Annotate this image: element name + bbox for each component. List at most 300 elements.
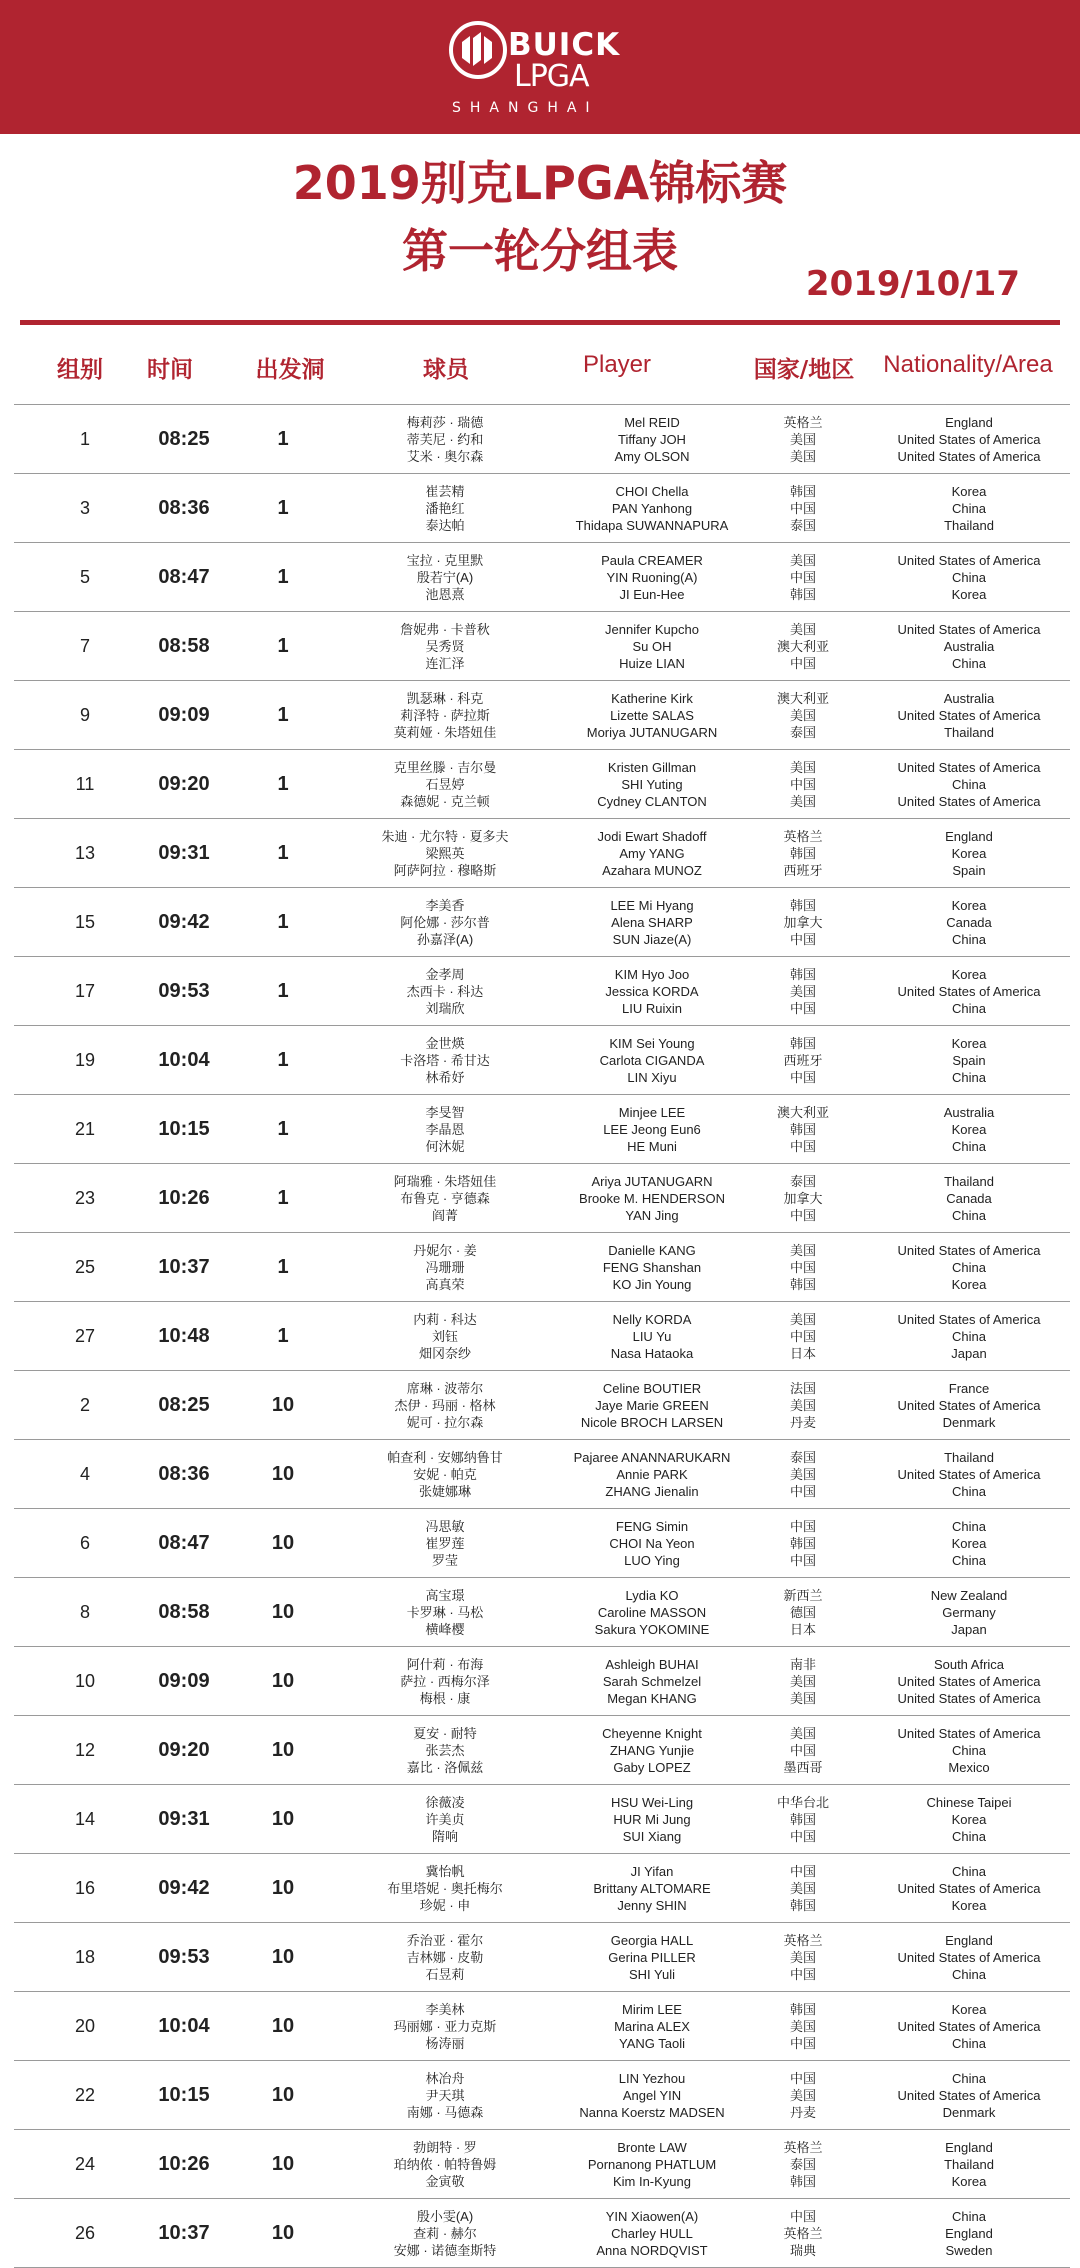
players-en [534, 1716, 770, 1784]
country-cn: 墨西哥 [783, 1759, 823, 1775]
nationalities [850, 1026, 1080, 1094]
player-name-en: LIN Yezhou [618, 2070, 686, 2086]
nationality: England [945, 1932, 993, 1948]
group-number: 11 [75, 773, 95, 794]
start-hole: 1 [277, 634, 289, 657]
nationality: China [952, 1552, 986, 1568]
player-name-en: Amy YANG [619, 845, 685, 861]
country-cn: 中国 [789, 1966, 816, 1982]
nationality: Sweden [945, 2242, 993, 2258]
players-en [534, 612, 770, 680]
country-cn: 中国 [789, 2035, 816, 2051]
player-name-cn: 夏安 · 耐特 [413, 1725, 477, 1741]
table-row [14, 1715, 1070, 1784]
player-name-cn: 连汇泽 [425, 655, 465, 671]
start-hole: 10 [271, 2083, 295, 2106]
country-cn: 中国 [789, 2070, 816, 2086]
player-name-en: Angel YIN [622, 2087, 682, 2103]
players-cn [320, 612, 570, 680]
player-name-cn: 珍妮 · 申 [419, 1897, 471, 1913]
nationality: United States of America [897, 2018, 1041, 2034]
player-name-en: Celine BOUTIER [602, 1380, 702, 1396]
countries-cn [738, 405, 868, 473]
players-cn [320, 1371, 570, 1439]
group-number: 16 [74, 1877, 96, 1898]
player-name-en: Jessica KORDA [605, 983, 699, 999]
country-cn: 美国 [789, 1690, 816, 1706]
players-cn [320, 2199, 570, 2267]
nationalities [850, 1233, 1080, 1301]
country-cn: 中国 [789, 1863, 816, 1879]
start-hole: 10 [271, 2221, 295, 2244]
player-name-cn: 高真荣 [425, 1276, 465, 1292]
players-cn [320, 1578, 570, 1646]
nationalities [850, 681, 1080, 749]
nationalities [850, 1302, 1080, 1370]
players-en [534, 1095, 770, 1163]
player-name-cn: 杨涛丽 [425, 2035, 465, 2051]
players-en [534, 1785, 770, 1853]
start-hole: 10 [271, 1669, 295, 1692]
nationality: Chinese Taipei [926, 1794, 1012, 1810]
players-en [534, 1371, 770, 1439]
country-cn: 中华台北 [776, 1794, 829, 1810]
country-cn: 中国 [789, 2208, 816, 2224]
nationality: Korea [951, 1276, 987, 1292]
player-name-en: HE Muni [627, 1138, 677, 1154]
country-cn: 英格兰 [783, 2225, 823, 2241]
players-cn [320, 1233, 570, 1301]
nationality: China [952, 2035, 986, 2051]
table-row [14, 956, 1070, 1025]
player-name-cn: 阿瑞雅 · 朱塔妞佳 [393, 1173, 497, 1189]
country-cn: 英格兰 [783, 414, 823, 430]
page-subtitle: 第一轮分组表 [402, 224, 678, 278]
nationality: United States of America [897, 2087, 1041, 2103]
player-name-en: Mirim LEE [622, 2001, 682, 2017]
player-name-en: Huize LIAN [619, 655, 685, 671]
players-cn [320, 1302, 570, 1370]
player-name-en: ZHANG Jienalin [605, 1483, 699, 1499]
player-name-cn: 莉泽特 · 萨拉斯 [400, 707, 490, 723]
tee-time: 10:04 [158, 1048, 210, 1071]
player-name-en: KIM Hyo Joo [614, 966, 690, 982]
player-name-cn: 潘艳红 [425, 500, 465, 516]
player-name-cn: 詹妮弗 · 卡普秋 [400, 621, 490, 637]
country-cn: 美国 [789, 431, 816, 447]
nationalities [850, 1785, 1080, 1853]
nationality: Korea [951, 1811, 987, 1827]
countries-cn [738, 888, 868, 956]
player-name-cn: 朱迪 · 尤尔特 · 夏多夫 [381, 828, 509, 844]
player-name-cn: 梅莉莎 · 瑞德 [406, 414, 484, 430]
start-hole: 10 [271, 1945, 295, 1968]
group-number: 12 [74, 1739, 96, 1760]
player-name-cn: 吉林娜 · 皮勒 [406, 1949, 484, 1965]
countries-cn [738, 1854, 868, 1922]
country-cn: 中国 [789, 500, 816, 516]
table-row [14, 749, 1070, 818]
player-name-cn: 孙嘉泽(A) [416, 931, 474, 947]
country-cn: 中国 [789, 1069, 816, 1085]
country-cn: 美国 [789, 793, 816, 809]
players-en [534, 1923, 770, 1991]
header-hole: 出发洞 [255, 357, 325, 383]
player-name-cn: 金孝周 [425, 966, 465, 982]
players-en [534, 1164, 770, 1232]
table-row [14, 1646, 1070, 1715]
country-cn: 韩国 [789, 1811, 816, 1827]
player-name-en: Georgia HALL [610, 1932, 694, 1948]
players-cn [320, 1716, 570, 1784]
nationality: Korea [951, 1035, 987, 1051]
player-name-cn: 帕查利 · 安娜纳鲁甘 [387, 1449, 503, 1465]
player-name-cn: 石昱莉 [425, 1966, 465, 1982]
player-name-cn: 高宝璟 [425, 1587, 465, 1603]
group-number: 6 [79, 1532, 90, 1553]
player-name-cn: 布鲁克 · 亨德森 [400, 1190, 490, 1206]
country-cn: 日本 [789, 1345, 816, 1361]
nationality: Thailand [944, 724, 994, 740]
player-name-cn: 徐薇凌 [425, 1794, 465, 1810]
player-name-en: Caroline MASSON [597, 1604, 707, 1620]
country-cn: 韩国 [789, 2001, 816, 2017]
player-name-cn: 尹天琪 [425, 2087, 465, 2103]
countries-cn [738, 2061, 868, 2129]
tee-time: 09:53 [158, 1945, 210, 1968]
player-name-en: KO Jin Young [612, 1276, 692, 1292]
group-number: 14 [74, 1808, 96, 1829]
nationality: Germany [942, 1604, 996, 1620]
player-name-en: YAN Jing [625, 1207, 679, 1223]
country-cn: 德国 [789, 1604, 816, 1620]
tee-time: 10:26 [158, 2152, 210, 2175]
players-en [534, 957, 770, 1025]
nationality: Korea [951, 483, 987, 499]
country-cn: 韩国 [789, 1035, 816, 1051]
table-header [0, 345, 1080, 389]
country-cn: 泰国 [789, 1173, 816, 1189]
players-en [534, 2130, 770, 2198]
start-hole: 10 [271, 1393, 295, 1416]
tee-time: 10:26 [158, 1186, 210, 1209]
nationality: Korea [951, 2001, 987, 2017]
player-name-en: YIN Xiaowen(A) [605, 2208, 699, 2224]
country-cn: 中国 [789, 1742, 816, 1758]
nationalities [850, 2199, 1080, 2267]
nationalities [850, 819, 1080, 887]
tee-time: 09:20 [158, 1738, 210, 1761]
start-hole: 1 [277, 910, 289, 933]
header-player-cn: 球员 [423, 357, 469, 383]
nationality: United States of America [897, 1725, 1041, 1741]
player-name-en: FENG Simin [615, 1518, 689, 1534]
table-row [14, 1163, 1070, 1232]
player-name-cn: 冯珊珊 [425, 1259, 465, 1275]
players-cn [320, 2061, 570, 2129]
player-name-cn: 蒂芙尼 · 约和 [406, 431, 484, 447]
nationality: South Africa [933, 1656, 1005, 1672]
group-number: 1 [79, 428, 90, 449]
player-name-en: Charley HULL [611, 2225, 693, 2241]
player-name-cn: 许美贞 [425, 1811, 465, 1827]
start-hole: 1 [277, 427, 289, 450]
tee-time: 09:31 [158, 1807, 210, 1830]
countries-cn [738, 1440, 868, 1508]
player-name-cn: 玛丽娜 · 亚力克斯 [393, 2018, 497, 2034]
nationality: Korea [951, 1897, 987, 1913]
country-cn: 泰国 [789, 517, 816, 533]
player-name-cn: 畑冈奈纱 [418, 1345, 471, 1361]
players-cn [320, 1509, 570, 1577]
nationality: United States of America [897, 983, 1041, 999]
header-player-en: Player [582, 351, 652, 378]
nationality: Australia [943, 690, 995, 706]
table-row [14, 1922, 1070, 1991]
nationality: United States of America [897, 1397, 1041, 1413]
group-number: 17 [74, 980, 96, 1001]
players-en [534, 1302, 770, 1370]
player-name-en: YIN Ruoning(A) [606, 569, 698, 585]
table-row [14, 473, 1070, 542]
tee-time: 09:09 [158, 1669, 210, 1692]
players-cn [320, 543, 570, 611]
player-name-cn: 殷小雯(A) [416, 2208, 474, 2224]
group-number: 19 [74, 1049, 96, 1070]
country-cn: 美国 [789, 1673, 816, 1689]
nationalities [850, 1716, 1080, 1784]
group-number: 21 [74, 1118, 96, 1139]
tee-time: 10:15 [158, 1117, 210, 1140]
nationalities [850, 1647, 1080, 1715]
group-number: 20 [74, 2015, 96, 2036]
player-name-cn: 横峰樱 [425, 1621, 465, 1637]
group-number: 7 [79, 635, 90, 656]
table-row [14, 818, 1070, 887]
table-row [14, 2129, 1070, 2198]
nationality: Korea [951, 897, 987, 913]
player-name-en: LEE Mi Hyang [610, 897, 694, 913]
nationality: Japan [951, 1345, 987, 1361]
countries-cn [738, 1785, 868, 1853]
players-en [534, 543, 770, 611]
player-name-en: YANG Taoli [619, 2035, 685, 2051]
player-name-cn: 安娜 · 诺德奎斯特 [393, 2242, 497, 2258]
player-name-cn: 丹妮尔 · 姜 [413, 1242, 477, 1258]
nationality: Denmark [942, 2104, 996, 2120]
start-hole: 1 [277, 703, 289, 726]
nationality: United States of America [897, 1242, 1041, 1258]
start-hole: 10 [271, 1462, 295, 1485]
player-name-cn: 内莉 · 科达 [413, 1311, 477, 1327]
tee-time: 08:47 [158, 565, 210, 588]
start-hole: 1 [277, 565, 289, 588]
country-cn: 中国 [789, 569, 816, 585]
start-hole: 10 [271, 1600, 295, 1623]
player-name-en: Azahara MUNOZ [602, 862, 702, 878]
players-en [534, 1647, 770, 1715]
country-cn: 英格兰 [783, 1932, 823, 1948]
player-name-en: Carlota CIGANDA [599, 1052, 705, 1068]
countries-cn [738, 1371, 868, 1439]
countries-cn [738, 1302, 868, 1370]
player-name-cn: 张芸杰 [425, 1742, 465, 1758]
player-name-en: Anna NORDQVIST [596, 2242, 708, 2258]
countries-cn [738, 1509, 868, 1577]
player-name-cn: 李美林 [425, 2001, 465, 2017]
country-cn: 韩国 [789, 586, 816, 602]
player-name-en: Cydney CLANTON [597, 793, 707, 809]
country-cn: 韩国 [789, 1276, 816, 1292]
players-en [534, 888, 770, 956]
country-cn: 美国 [789, 448, 816, 464]
countries-cn [738, 1647, 868, 1715]
nationality: United States of America [897, 707, 1041, 723]
player-name-en: ZHANG Yunjie [609, 1742, 695, 1758]
nationality: China [952, 1328, 986, 1344]
country-cn: 泰国 [789, 2156, 816, 2172]
players-en [534, 1992, 770, 2060]
player-name-en: Sakura YOKOMINE [594, 1621, 710, 1637]
nationality: China [952, 569, 986, 585]
header-group: 组别 [57, 357, 103, 383]
tee-time: 09:09 [158, 703, 210, 726]
country-cn: 美国 [789, 1397, 816, 1413]
country-cn: 中国 [789, 1552, 816, 1568]
player-name-en: Mel REID [624, 414, 680, 430]
nationality: United States of America [897, 448, 1041, 464]
group-number: 8 [79, 1601, 90, 1622]
table-row [14, 1577, 1070, 1646]
players-en [534, 750, 770, 818]
nationalities [850, 2130, 1080, 2198]
player-name-cn: 林希妤 [425, 1069, 465, 1085]
country-cn: 澳大利亚 [776, 638, 829, 654]
players-en [534, 1509, 770, 1577]
nationality: China [952, 1000, 986, 1016]
nationality: China [952, 1828, 986, 1844]
country-cn: 南非 [789, 1656, 816, 1672]
player-name-en: Katherine Kirk [611, 690, 693, 706]
players-en [534, 1233, 770, 1301]
player-name-en: Ariya JUTANUGARN [591, 1173, 713, 1189]
tee-time: 10:04 [158, 2014, 210, 2037]
player-name-cn: 张婕娜琳 [418, 1483, 471, 1499]
tee-time: 09:31 [158, 841, 210, 864]
start-hole: 1 [277, 841, 289, 864]
table-row [14, 1991, 1070, 2060]
players-cn [320, 405, 570, 473]
group-number: 22 [74, 2084, 96, 2105]
group-number: 18 [74, 1946, 96, 1967]
country-cn: 丹麦 [789, 1414, 816, 1430]
group-number: 24 [74, 2153, 96, 2174]
table-row [14, 611, 1070, 680]
player-name-en: JI Eun-Hee [619, 586, 685, 602]
countries-cn [738, 1233, 868, 1301]
players-cn [320, 750, 570, 818]
countries-cn [738, 1923, 868, 1991]
country-cn: 美国 [789, 2087, 816, 2103]
start-hole: 10 [271, 1531, 295, 1554]
nationality: New Zealand [930, 1587, 1008, 1603]
table-row [14, 1094, 1070, 1163]
title-divider [20, 320, 1060, 325]
country-cn: 韩国 [789, 845, 816, 861]
player-name-en: Lydia KO [625, 1587, 679, 1603]
table-row [14, 1508, 1070, 1577]
player-name-cn: 何沐妮 [425, 1138, 465, 1154]
player-name-cn: 冯思敏 [425, 1518, 465, 1534]
nationality: Japan [951, 1621, 987, 1637]
page-title: 2019别克LPGA锦标赛 [292, 156, 788, 210]
nationality: England [945, 2139, 993, 2155]
player-name-en: LEE Jeong Eun6 [603, 1121, 701, 1137]
nationalities [850, 612, 1080, 680]
country-cn: 中国 [789, 655, 816, 671]
player-name-en: Bronte LAW [617, 2139, 687, 2155]
player-name-cn: 梁熙英 [425, 845, 465, 861]
players-cn [320, 1095, 570, 1163]
countries-cn [738, 1164, 868, 1232]
player-name-en: CHOI Chella [615, 483, 689, 499]
player-name-en: SUN Jiaze(A) [612, 931, 692, 947]
country-cn: 美国 [789, 983, 816, 999]
nationalities [850, 1992, 1080, 2060]
start-hole: 1 [277, 772, 289, 795]
countries-cn [738, 2199, 868, 2267]
country-cn: 韩国 [789, 1897, 816, 1913]
player-name-cn: 金世煐 [425, 1035, 465, 1051]
nationality: Spain [952, 862, 986, 878]
nationality: United States of America [897, 552, 1041, 568]
player-name-cn: 阿萨阿拉 · 穆略斯 [393, 862, 497, 878]
tee-time: 09:53 [158, 979, 210, 1002]
nationality: China [952, 931, 986, 947]
player-name-en: SHI Yuting [621, 776, 683, 792]
player-name-en: Brooke M. HENDERSON [579, 1190, 725, 1206]
group-number: 27 [74, 1325, 96, 1346]
nationality: Korea [951, 845, 987, 861]
country-cn: 中国 [789, 1259, 816, 1275]
nationality: Canada [946, 914, 992, 930]
country-cn: 中国 [789, 1828, 816, 1844]
tee-time: 10:37 [158, 2221, 210, 2244]
player-name-en: HSU Wei-Ling [610, 1794, 694, 1810]
player-name-cn: 李晶恩 [425, 1121, 465, 1137]
countries-cn [738, 957, 868, 1025]
player-name-en: Nelly KORDA [612, 1311, 692, 1327]
player-name-en: Su OH [632, 638, 672, 654]
group-number: 9 [79, 704, 90, 725]
player-name-cn: 冀怡帆 [425, 1863, 465, 1879]
tee-time: 09:20 [158, 772, 210, 795]
country-cn: 美国 [789, 552, 816, 568]
players-cn [320, 1923, 570, 1991]
players-en [534, 1026, 770, 1094]
start-hole: 10 [271, 2014, 295, 2037]
nationalities [850, 1164, 1080, 1232]
nationality: China [952, 1207, 986, 1223]
group-number: 5 [79, 566, 90, 587]
player-name-cn: 杰伊 · 玛丽 · 格林 [394, 1397, 496, 1413]
nationality: Thailand [944, 2156, 994, 2172]
nationality: Spain [952, 1052, 986, 1068]
players-en [534, 1578, 770, 1646]
country-cn: 澳大利亚 [776, 690, 829, 706]
country-cn: 中国 [789, 1138, 816, 1154]
event-city: SHANGHAI [452, 100, 599, 116]
